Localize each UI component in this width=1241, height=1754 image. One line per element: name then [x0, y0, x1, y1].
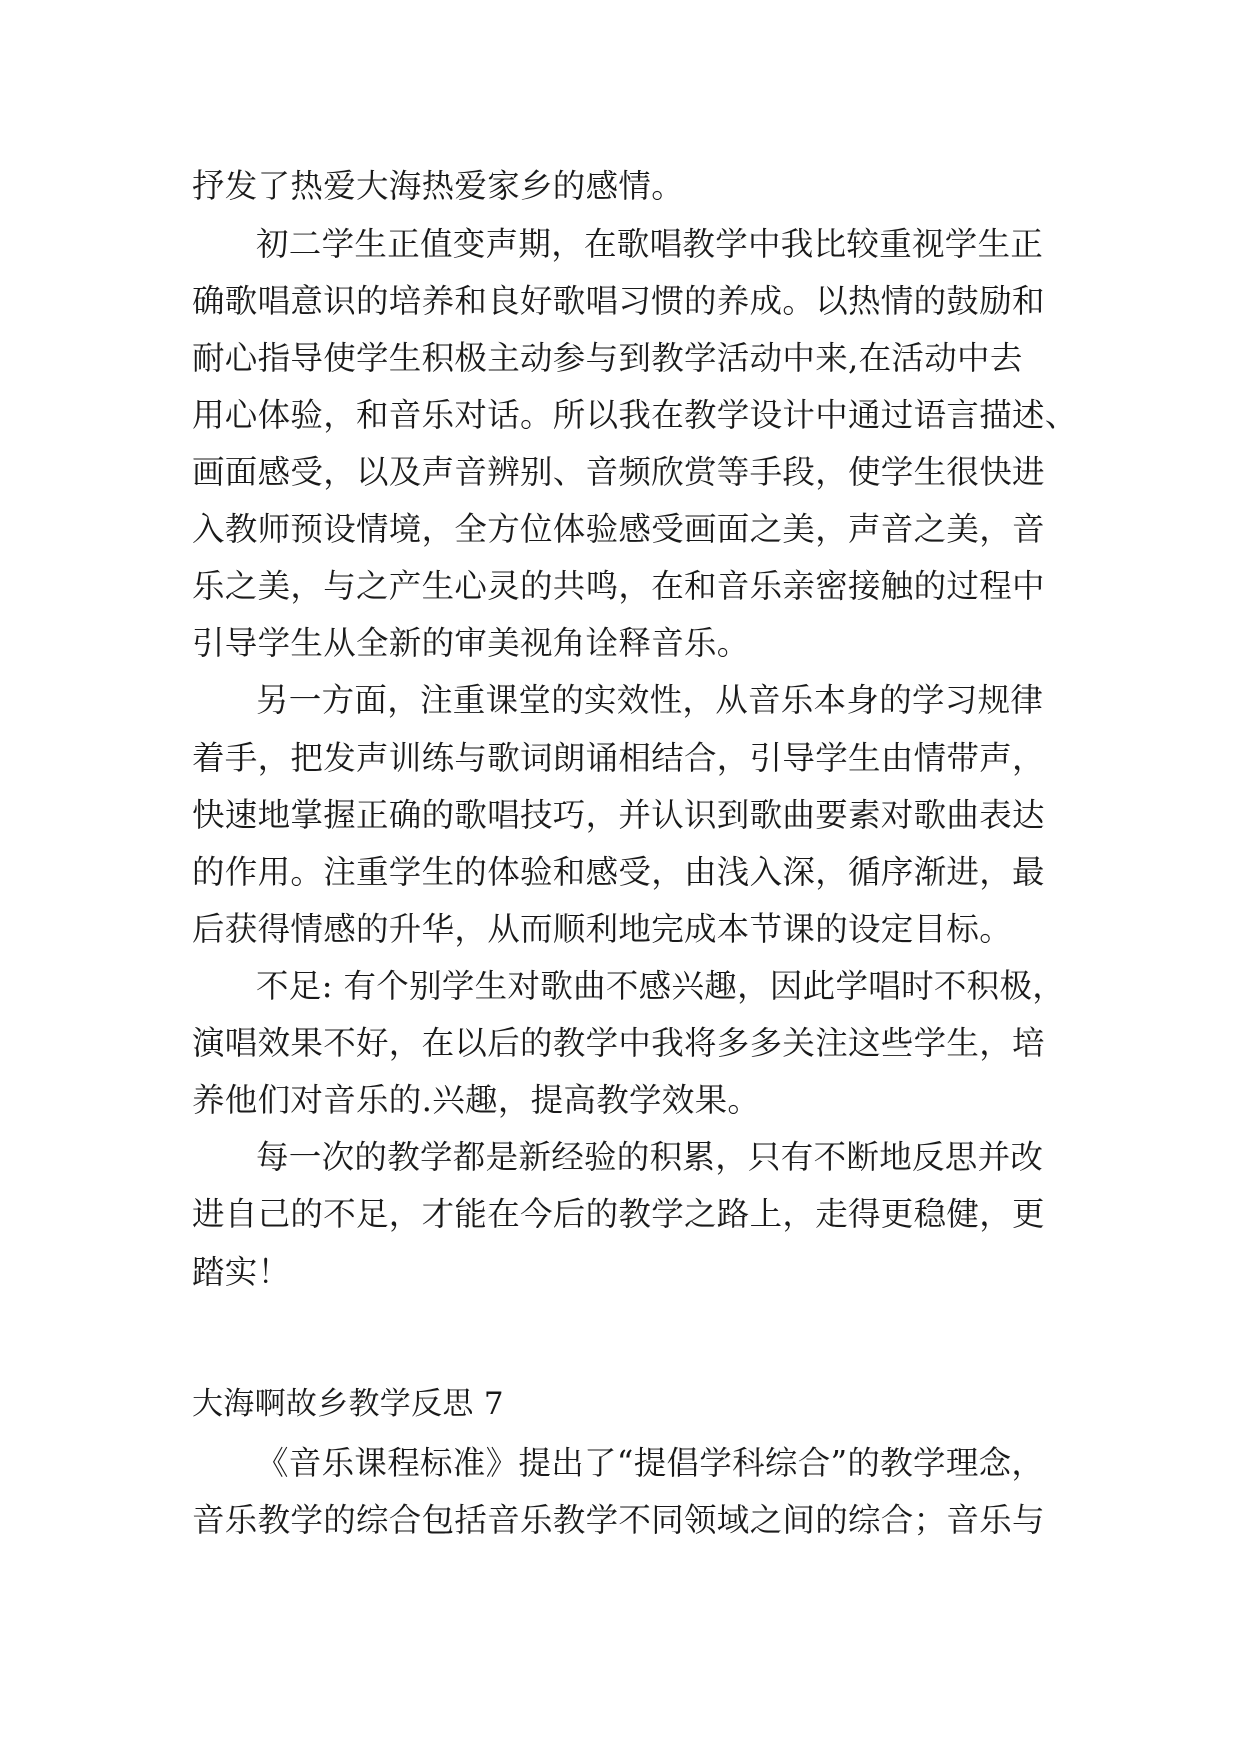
section-heading: 大海啊故乡教学反思 7 — [192, 1386, 504, 1422]
text-line: 入教师预设情境，全方位体验感受画面之美，声音之美，音 — [192, 510, 1045, 548]
text-line: 每一次的教学都是新经验的积累，只有不断地反思并改 — [256, 1138, 1044, 1176]
text-line-row — [0, 1434, 1241, 1492]
text-line-row — [0, 1071, 1241, 1129]
text-line: 确歌唱意识的培养和良好歌唱习惯的养成。以热情的鼓励和 — [192, 282, 1045, 320]
text-line: 快速地掌握正确的歌唱技巧，并认识到歌曲要素对歌曲表达 — [192, 796, 1045, 834]
paragraph-continuation — [0, 157, 1241, 215]
text-line-row — [0, 500, 1241, 558]
text-line-row — [0, 1243, 1241, 1301]
text-line: 不足: 有个别学生对歌曲不感兴趣，因此学唱时不积极， — [256, 967, 1066, 1005]
text-line: 着手，把发声训练与歌词朗诵相结合，引导学生由情带声， — [192, 739, 1045, 777]
text-line: 的作用。注重学生的体验和感受，由浅入深，循序渐进，最 — [192, 853, 1045, 891]
text-line-row — [0, 786, 1241, 844]
text-line: 进自己的不足，才能在今后的教学之路上，走得更稳健，更 — [192, 1195, 1045, 1233]
text-line-row — [0, 843, 1241, 901]
text-line: 《音乐课程标准》提出了“提倡学科综合”的教学理念， — [256, 1444, 1045, 1482]
text-line-row — [0, 443, 1241, 501]
text-line: 另一方面，注重课堂的实效性，从音乐本身的学习规律 — [256, 681, 1044, 719]
text-line: 用心体验，和音乐对话。所以我在教学设计中通过语言描述、 — [192, 396, 1078, 434]
text-line: 抒发了热爱大海热爱家乡的感情。 — [192, 167, 685, 205]
text-line-row — [0, 1185, 1241, 1243]
text-line: 耐心指导使学生积极主动参与到教学活动中来,在活动中去 — [192, 339, 1023, 377]
section-heading-row — [0, 1375, 1241, 1433]
text-line: 引导学生从全新的审美视角诠释音乐。 — [192, 624, 750, 662]
text-line-row — [0, 557, 1241, 615]
text-line-row — [0, 671, 1241, 729]
text-line: 画面感受，以及声音辨别、音频欣赏等手段，使学生很快进 — [192, 453, 1045, 491]
text-line-row — [0, 1128, 1241, 1186]
text-line-row — [0, 957, 1241, 1015]
text-line: 后获得情感的升华，从而顺利地完成本节课的设定目标。 — [192, 910, 1013, 948]
text-line-row — [0, 272, 1241, 330]
text-line-row — [0, 900, 1241, 958]
text-line-row — [0, 614, 1241, 672]
text-line-row — [0, 729, 1241, 787]
text-line: 音乐教学的综合包括音乐教学不同领域之间的综合；音乐与 — [192, 1501, 1045, 1539]
text-line-row — [0, 215, 1241, 273]
text-line: 初二学生正值变声期，在歌唱教学中我比较重视学生正 — [256, 225, 1044, 263]
text-line: 踏实！ — [192, 1253, 291, 1291]
text-line: 养他们对音乐的.兴趣，提高教学效果。 — [192, 1081, 761, 1119]
text-line-row — [0, 1014, 1241, 1072]
text-line: 乐之美，与之产生心灵的共鸣，在和音乐亲密接触的过程中 — [192, 567, 1045, 605]
text-line-row — [0, 329, 1241, 387]
text-line: 演唱效果不好，在以后的教学中我将多多关注这些学生，培 — [192, 1024, 1045, 1062]
text-line-row — [0, 1491, 1241, 1549]
text-line-row — [0, 386, 1241, 444]
